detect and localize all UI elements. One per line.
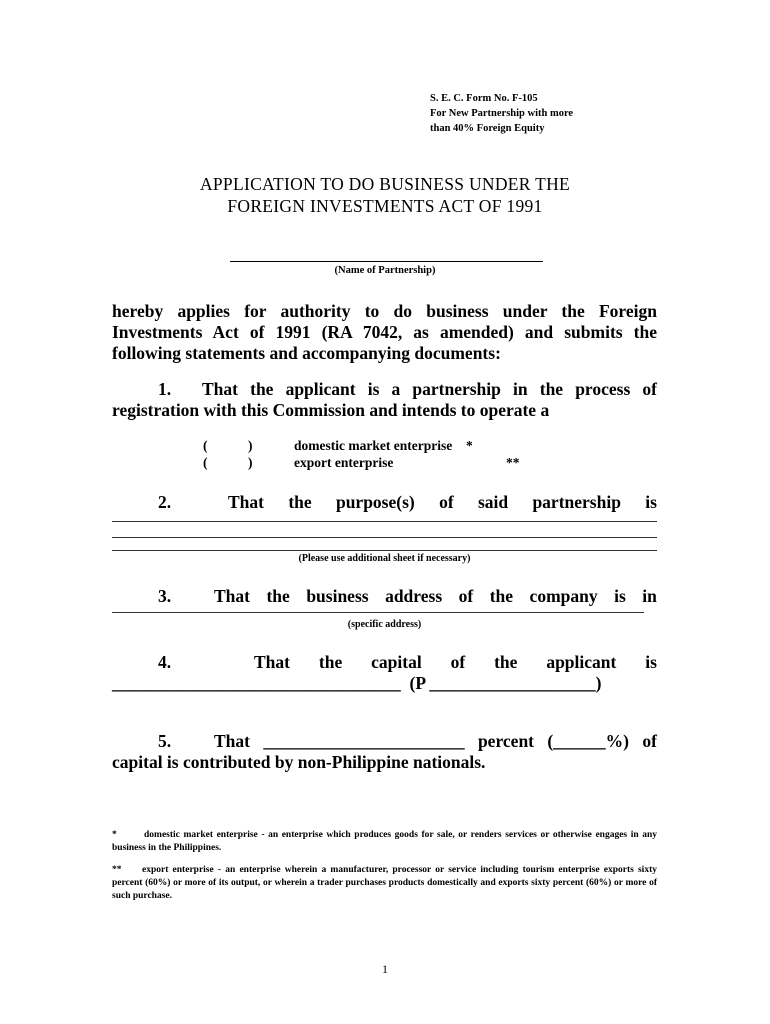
word: of (458, 586, 474, 606)
footnote-text: domestic market enterprise - an enterprise which produces goods for sale, or renders services or otherwise engages in any business in the Philippines. (112, 830, 657, 853)
word: the (266, 586, 290, 606)
word: in (642, 586, 657, 606)
option-domestic-mark: * (466, 438, 473, 453)
percent-number-field[interactable]: (______%) (547, 731, 630, 751)
word: the (494, 652, 518, 672)
purpose-note: (Please use additional sheet if necessary) (298, 553, 471, 564)
footnote-mark: * (112, 830, 117, 840)
footnote-text: export enterprise - an enterprise wherein a manufacturer, processor or service including tourism enterprise exports sixty percent (60%) or more of its output, or wherein a trader purchases products domestically and exports sixty percent (60%) or more of such purchase. (112, 865, 657, 901)
footnote-export (112, 864, 657, 903)
footnote-domestic (112, 829, 657, 855)
purpose-line-2[interactable] (112, 537, 657, 538)
word: applicant (546, 652, 617, 672)
word: the (288, 492, 312, 512)
item-4-text (254, 652, 657, 673)
word: is (645, 492, 657, 512)
item-5-number: 5. (158, 731, 172, 751)
purpose-line-1[interactable] (112, 521, 657, 522)
intro-line-3: following statements and accompanying documents: (112, 343, 501, 363)
partnership-name-field[interactable] (230, 261, 543, 262)
option-export-label: export enterprise (294, 455, 394, 470)
item-1-line-2: registration with this Commission and intends to operate a (112, 400, 550, 420)
checkbox-domestic-open[interactable]: ( (203, 438, 208, 453)
word: of (450, 652, 466, 672)
option-domestic-label: domestic market enterprise (294, 438, 453, 453)
purpose-line-3[interactable] (112, 550, 657, 551)
form-number: S. E. C. Form No. F-105 (430, 93, 538, 104)
title-line-1: APPLICATION TO DO BUSINESS UNDER THE (199, 174, 571, 194)
word: of (642, 731, 657, 751)
address-line[interactable] (112, 612, 644, 613)
word: is (614, 586, 626, 606)
word: the (489, 586, 514, 606)
word: is (645, 652, 657, 672)
word: the (318, 652, 343, 672)
intro-line-1: hereby applies for authority to do business under the Foreign (112, 301, 657, 321)
intro-line-2: Investments Act of 1991 (RA 7042, as amended) and submits the (112, 322, 657, 342)
form-description-2: than 40% Foreign Equity (430, 123, 545, 134)
word: company (529, 586, 598, 606)
item-1-line-1: That the applicant is a partnership in the process of (202, 379, 657, 399)
word: address (385, 586, 443, 606)
form-header (430, 91, 573, 136)
checkbox-export-open[interactable]: ( (203, 455, 208, 470)
word: That (214, 731, 250, 751)
word: of (439, 492, 454, 512)
item-5-line-2: capital is contributed by non-Philippine nationals. (112, 752, 486, 772)
page-number: 1 (382, 962, 388, 976)
word: That (228, 492, 264, 512)
word: That (214, 586, 250, 606)
footnote-mark: ** (112, 865, 122, 875)
word: That (254, 652, 290, 672)
address-note: (specific address) (347, 619, 422, 630)
title-line-2: FOREIGN INVESTMENTS ACT OF 1991 (227, 196, 543, 216)
item-2-number: 2. (158, 492, 172, 512)
percent-words-field[interactable]: _______________________ (263, 731, 465, 751)
item-4-number: 4. (158, 652, 172, 672)
word: said (477, 492, 509, 512)
word: partnership (532, 492, 621, 512)
item-3-number: 3. (158, 586, 172, 606)
item-3-text (214, 586, 657, 607)
item-5-text (214, 731, 657, 752)
word: purpose(s) (335, 492, 415, 512)
name-label: (Name of Partnership) (334, 265, 436, 276)
item-2-text (228, 492, 657, 513)
item-1-number: 1. (158, 379, 172, 399)
word: business (306, 586, 369, 606)
checkbox-export-close[interactable]: ) (248, 455, 253, 470)
document-title (0, 173, 770, 217)
form-description: For New Partnership with more (430, 108, 574, 119)
option-export-mark: ** (506, 455, 520, 470)
checkbox-domestic-close[interactable]: ) (248, 438, 253, 453)
word: percent (477, 731, 534, 751)
capital-field[interactable]: _________________________________ (P ___________________) (112, 673, 602, 693)
word: capital (371, 652, 422, 672)
